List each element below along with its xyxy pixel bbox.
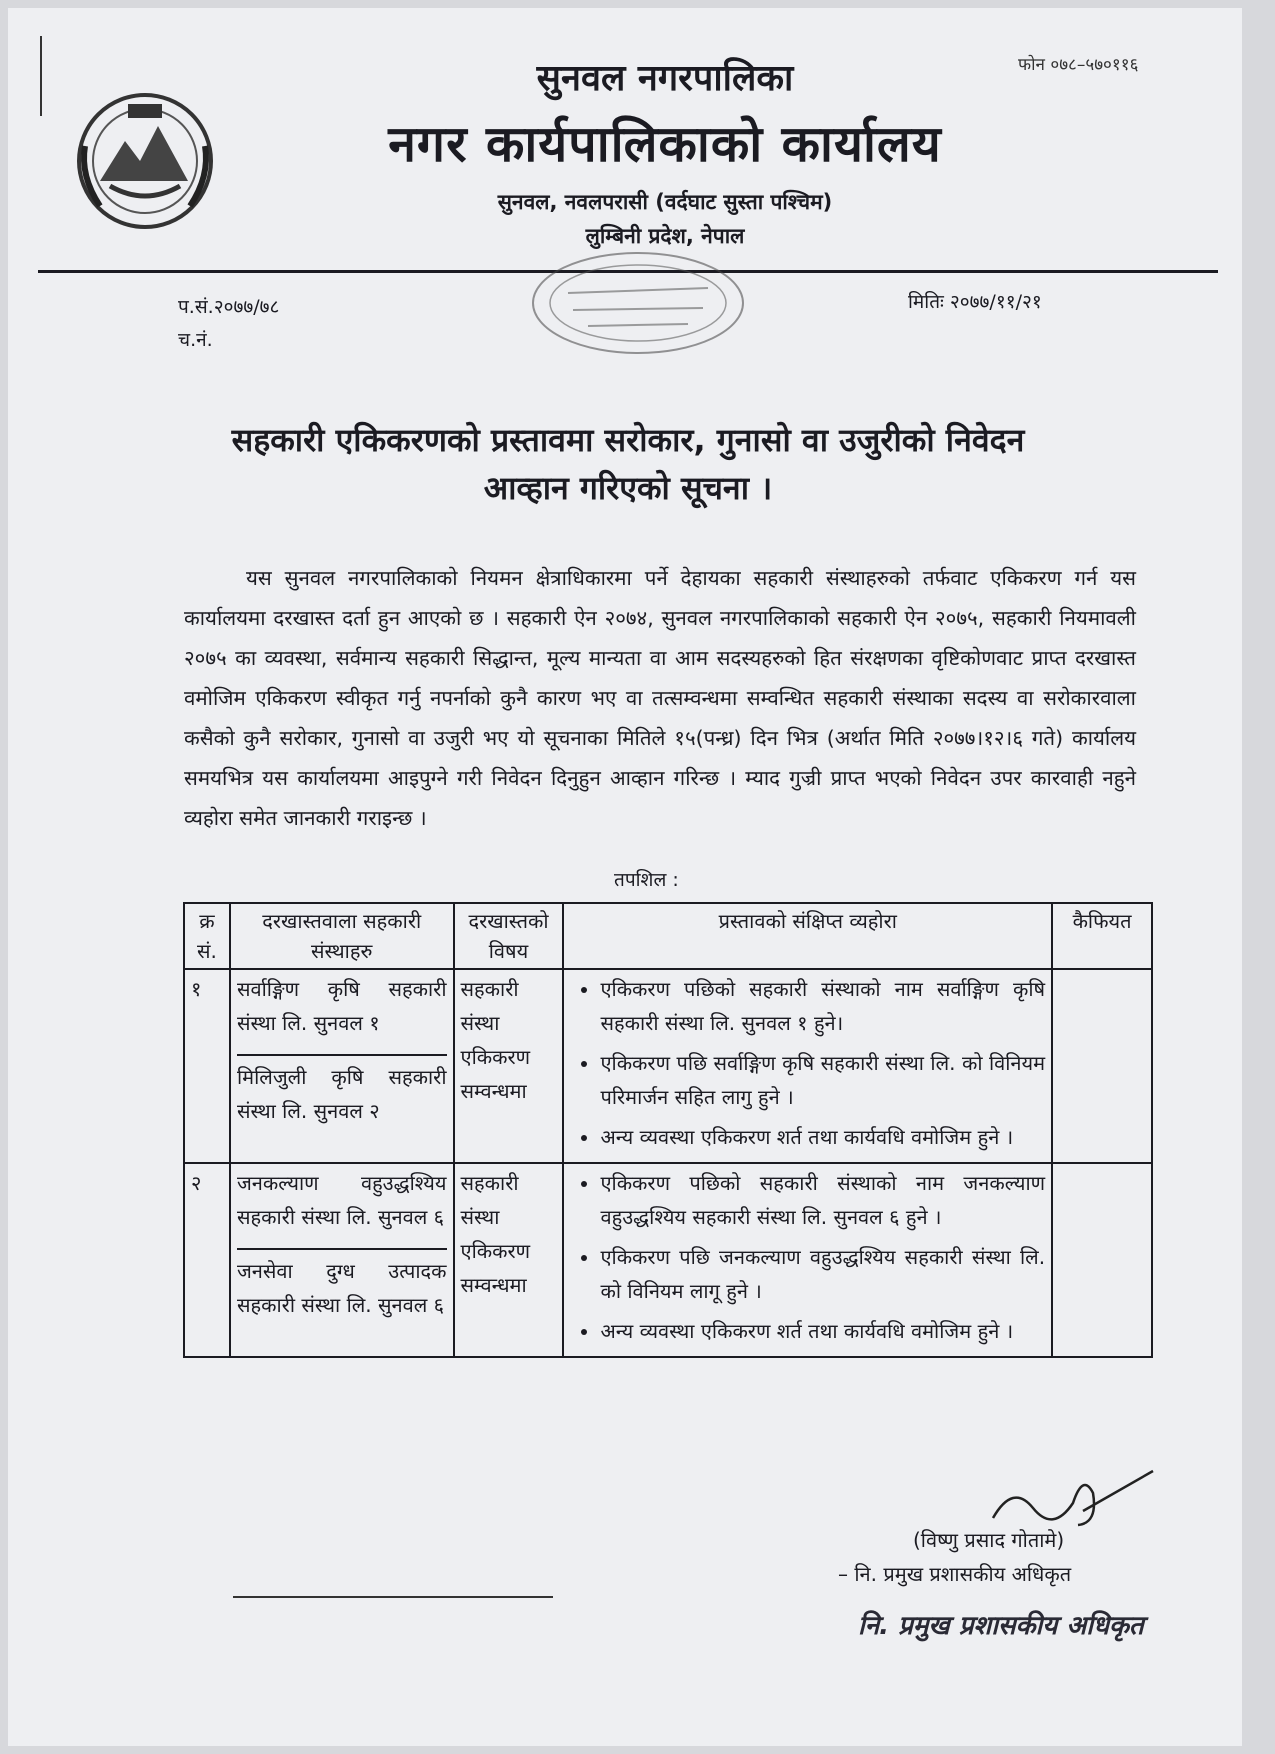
col-subject: दरखास्तको विषय xyxy=(454,903,564,969)
details-label: तपशिल : xyxy=(614,869,679,891)
notice-paper xyxy=(8,8,1242,1746)
subject-line-2: आव्हान गरिएको सूचना । xyxy=(483,469,773,507)
row-subject: सहकारी संस्था एकिकरण सम्वन्धमा xyxy=(454,969,564,1163)
designation-stamp: नि. प्रमुख प्रशासकीय अधिकृत xyxy=(858,1611,1144,1641)
proposal-point: • एकिकरण पछि जनकल्याण वहुउद्धश्यिय सहकारी संस्था लि. को विनियम लागू हुने । xyxy=(600,1240,1045,1308)
org-name: मिलिजुली कृषि सहकारी संस्था लि. सुनवल २ xyxy=(237,1054,447,1128)
office-name: नगर कार्यपालिकाको कार्यालय xyxy=(388,115,942,173)
row-points xyxy=(563,969,1052,1163)
signatory-name: (विष्णु प्रसाद गोतामे) xyxy=(913,1528,1065,1552)
signatory-post: – नि. प्रमुख प्रशासकीय अधिकृत xyxy=(838,1562,1072,1586)
table-header-row xyxy=(184,903,1152,969)
notice-body: यस सुनवल नगरपालिकाको नियमन क्षेत्राधिकारमा पर्ने देहायका सहकारी संस्थाहरुको तर्फवाट एकिकरण गर्न यस कार्यालयमा दरखास्त दर्ता हुन आएको छ । सहकारी ऐन २०७४, सुनवल नगरपालिकाको सहकारी ऐन २०७५, सहकारी नियमावली २०७५ का व्यवस्था, सर्वमान्य सहकारी सिद्धान्त, मूल्य मान्यता वा आम सदस्यहरुको हित संरक्षणका वृष्टिकोणवाट प्राप्त दरखास्त वमोजिम एकिकरण स्वीकृत गर्नु नपर्नाको कुनै कारण भए वा तत्सम्वन्धमा सम्वन्धित सहकारी संस्थाका सदस्य वा सरोकारवाला कसैको कुनै सरोकार, गुनासो वा उजुरी भए यो सूचनाका मितिले १५(पन्ध्र) दिन भित्र (अर्थात मिति २०७७।१२।६ गते) कार्यालय समयभित्र यस कार्यालयमा आइपुग्ने गरी निवेदन दिनुहुन आव्हान गरिन्छ । म्याद गुज्री प्राप्त भएको निवेदन उपर कारवाही नहुने व्यहोरा समेत जानकारी गराइन्छ । xyxy=(184,566,1136,830)
proposal-point: • एकिकरण पछिको सहकारी संस्थाको नाम जनकल्याण वहुउद्धश्यिय सहकारी संस्था लि. सुनवल ६ हुने । xyxy=(600,1166,1045,1234)
office-stamp-icon xyxy=(528,248,748,358)
phone-number: फोन ०७८–५७०११६ xyxy=(1018,55,1139,75)
margin-mark xyxy=(40,36,42,116)
table-row xyxy=(184,969,1152,1163)
municipality-name: सुनवल नगरपालिका xyxy=(536,58,794,99)
dispatch-number: च.नं. xyxy=(178,329,213,351)
col-applicant-orgs: दरखास्तवाला सहकारी संस्थाहरु xyxy=(230,903,454,969)
row-points xyxy=(563,1163,1052,1357)
row-orgs xyxy=(230,1163,454,1357)
proposal-point: • एकिकरण पछि सर्वाङ्गिण कृषि सहकारी संस्था लि. को विनियम परिमार्जन सहित लागु हुने । xyxy=(600,1046,1045,1114)
applications-table xyxy=(183,902,1153,1358)
proposal-point: • अन्य व्यवस्था एकिकरण शर्त तथा कार्यवधि वमोजिम हुने । xyxy=(600,1314,1045,1348)
proposal-point: • एकिकरण पछिको सहकारी संस्थाको नाम सर्वाङ्गिण कृषि सहकारी संस्था लि. सुनवल १ हुने। xyxy=(600,972,1045,1040)
org-name: सर्वाङ्गिण कृषि सहकारी संस्था लि. सुनवल १ xyxy=(236,977,447,1035)
notice-date: मितिः २०७७/११/२१ xyxy=(908,291,1042,313)
row-remarks xyxy=(1052,969,1152,1163)
table-row xyxy=(184,1163,1152,1357)
reference-number: प.सं.२०७७/७८ xyxy=(178,296,280,318)
row-orgs xyxy=(230,969,454,1163)
row-serial: १ xyxy=(184,969,230,1163)
col-proposal-summary: प्रस्तावको संक्षिप्त व्यहोरा xyxy=(563,903,1052,969)
proposal-point: • अन्य व्यवस्था एकिकरण शर्त तथा कार्यवधि वमोजिम हुने । xyxy=(600,1120,1045,1154)
row-serial: २ xyxy=(184,1163,230,1357)
org-name: जनसेवा दुग्ध उत्पादक सहकारी संस्था लि. सुनवल ६ xyxy=(237,1248,447,1322)
subject-line-1: सहकारी एकिकरणको प्रस्तावमा सरोकार, गुनासो वा उजुरीको निवेदन xyxy=(231,421,1025,459)
row-remarks xyxy=(1052,1163,1152,1357)
underline-mark xyxy=(233,1596,553,1598)
row-subject: सहकारी संस्था एकिकरण सम्वन्धमा xyxy=(454,1163,564,1357)
org-name: जनकल्याण वहुउद्धश्यिय सहकारी संस्था लि. सुनवल ६ xyxy=(236,1171,447,1229)
col-serial: क्र सं. xyxy=(184,903,230,969)
address-line-2: लुम्बिनी प्रदेश, नेपाल xyxy=(585,224,745,248)
address-line-1: सुनवल, नवलपरासी (वर्दघाट सुस्ता पश्चिम) xyxy=(497,190,833,214)
col-remarks: कैफियत xyxy=(1052,903,1152,969)
